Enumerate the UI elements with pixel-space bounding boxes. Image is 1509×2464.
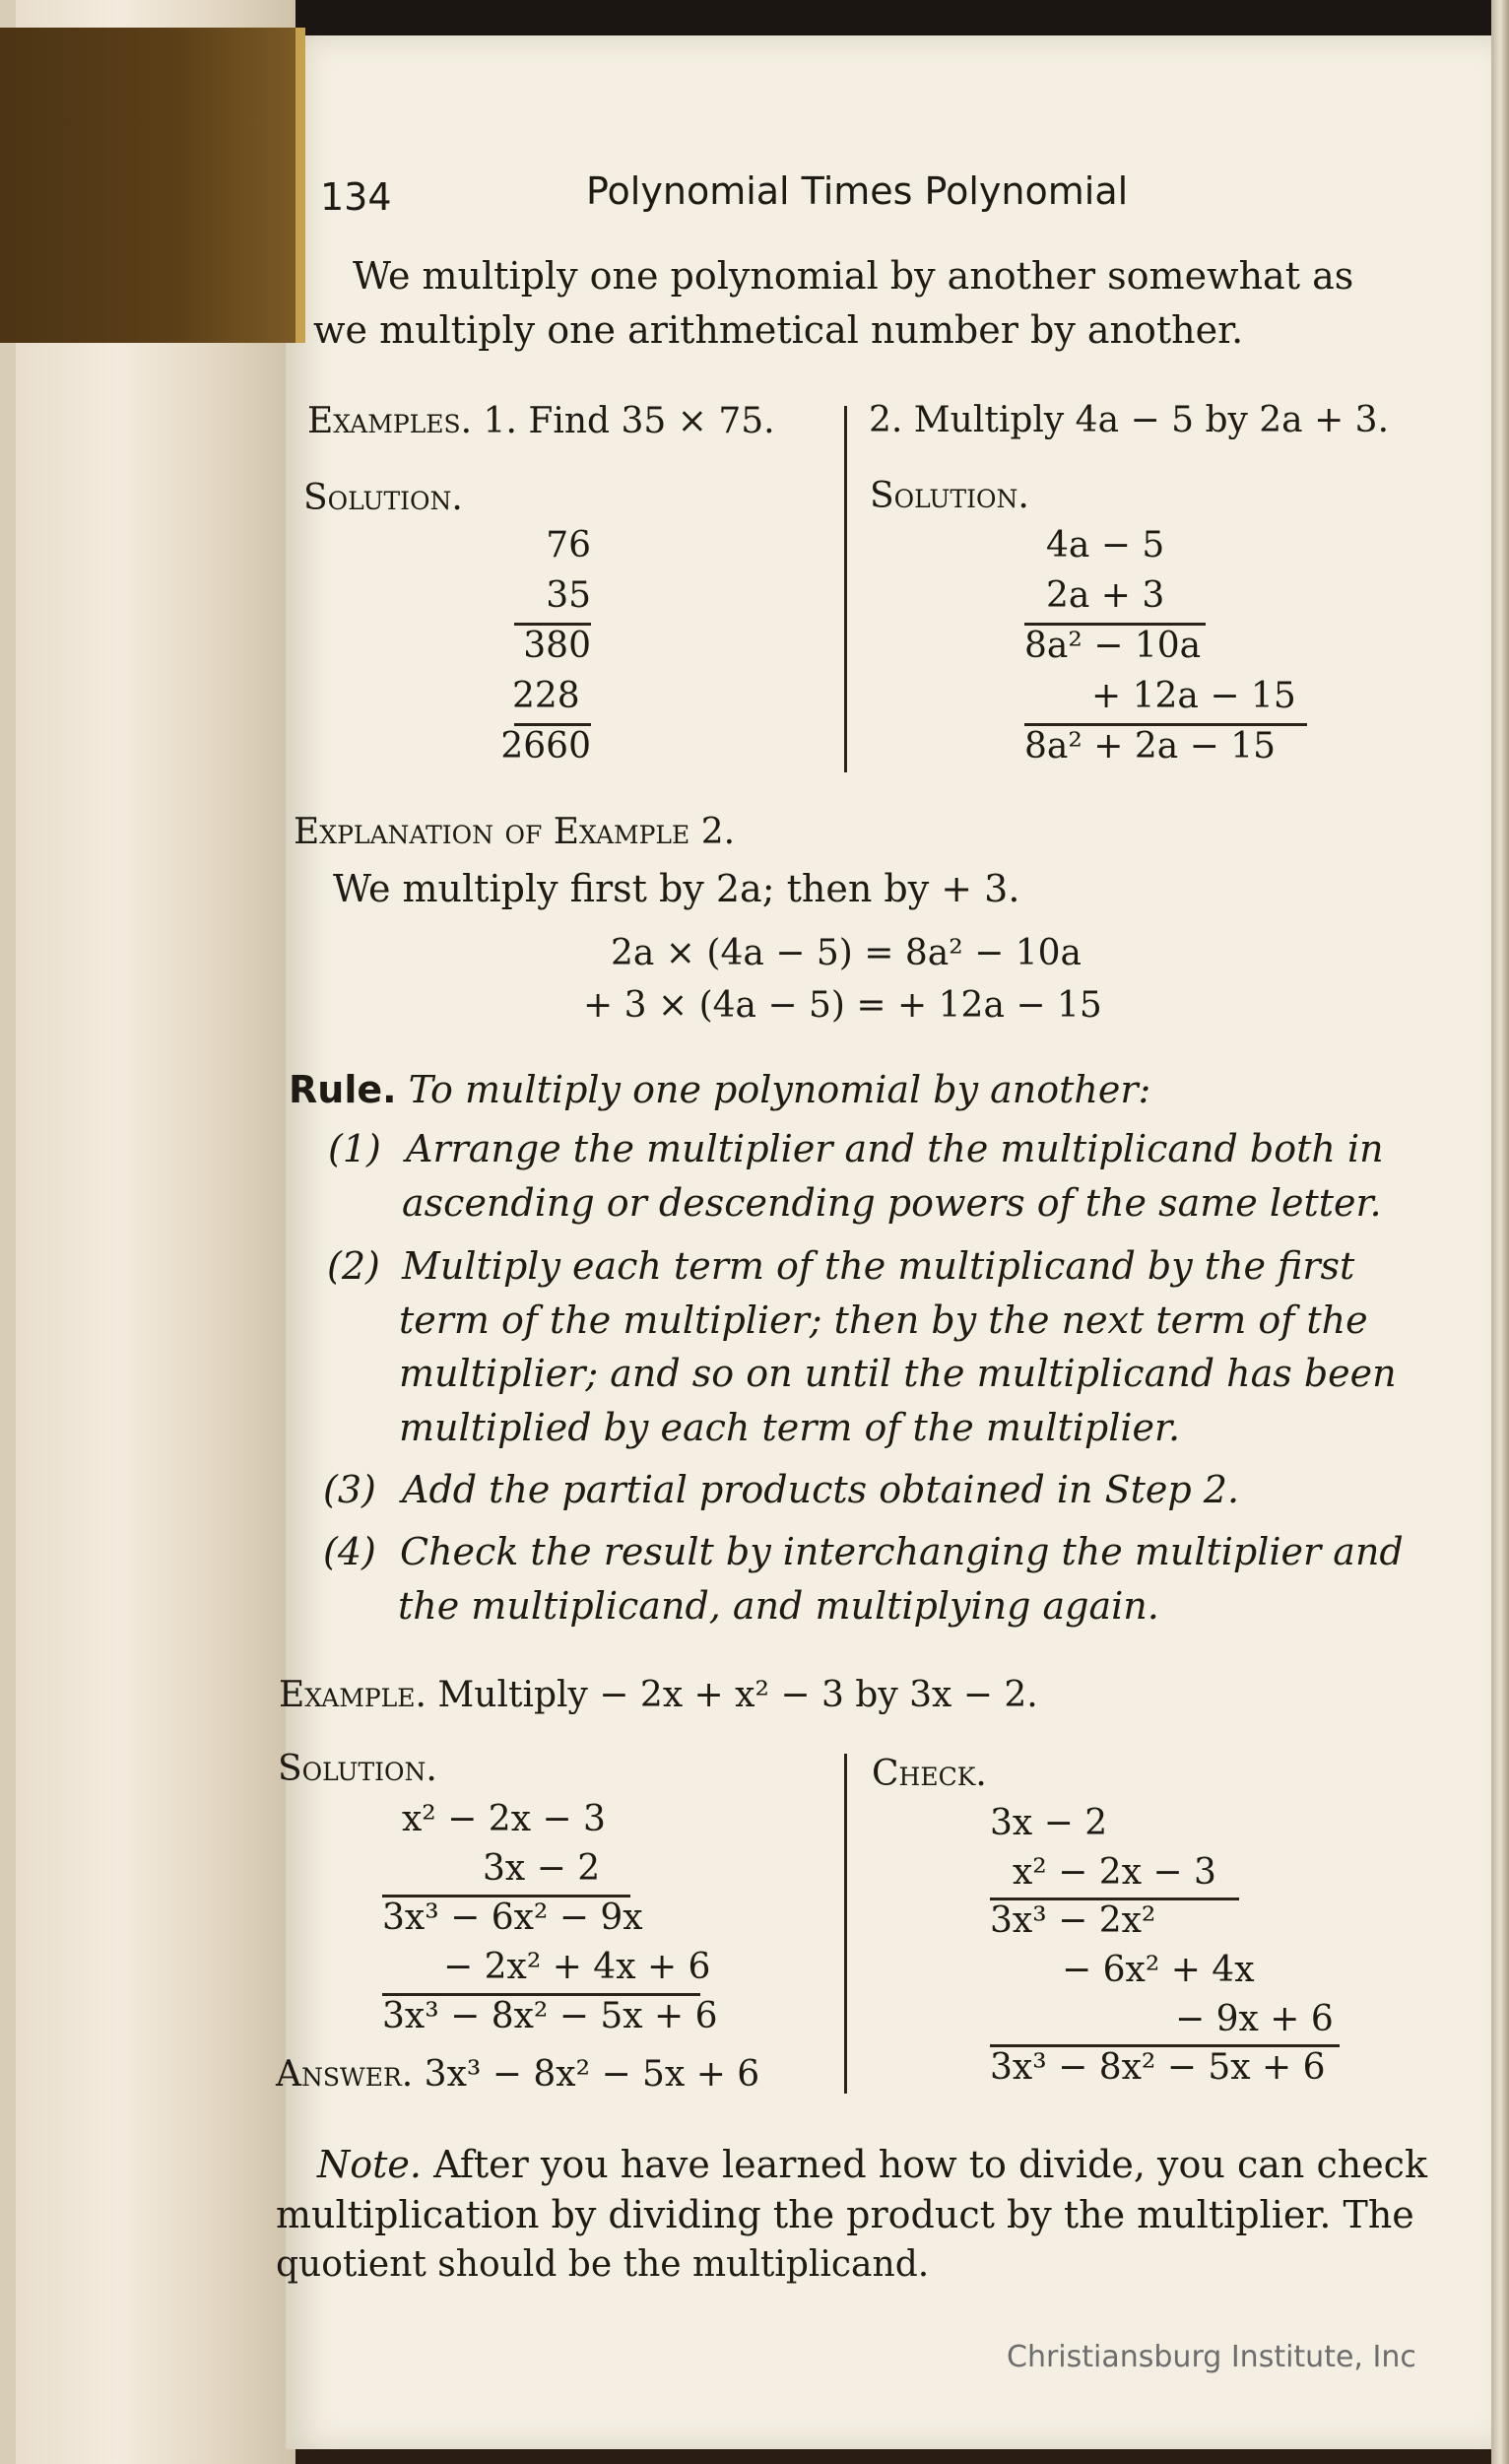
- rule-label: Rule.: [289, 1068, 397, 1111]
- example-label: Example.: [279, 1675, 426, 1715]
- ex1-line-2: 35: [546, 575, 591, 616]
- check-line-6: 3x³ − 8x² − 5x + 6: [990, 2047, 1326, 2088]
- ex2-line-2: 2a + 3: [1046, 575, 1165, 616]
- rule-item-2-line-2: term of the multiplier; then by the next term of the: [399, 1299, 1368, 1342]
- rule-item-1-line-2: ascending or descending powers of the same letter.: [402, 1181, 1382, 1225]
- check-line-4: − 6x² + 4x: [1062, 1950, 1255, 1990]
- ex2-line-5: 8a² + 2a − 15: [1024, 726, 1277, 766]
- ex1-line-4: 228: [512, 676, 580, 716]
- ex2-line-1: 4a − 5: [1046, 525, 1165, 566]
- example-3-heading: [279, 1675, 1038, 1715]
- note-line-1-text: After you have learned how to divide, you can check: [433, 2143, 1427, 2186]
- rule-item-1-number: (1): [328, 1127, 381, 1170]
- ex1-line-5: 2660: [500, 726, 591, 766]
- note-label: Note.: [317, 2143, 422, 2186]
- rule-item-4-line-2: the multiplicand, and multiplying again.: [398, 1584, 1159, 1628]
- examples-label: Examples.: [307, 401, 473, 441]
- example-3-solution-label: Solution.: [278, 1749, 437, 1789]
- bookmark: [0, 28, 305, 343]
- ex3-solution-line-4: − 2x² + 4x + 6: [443, 1947, 711, 1987]
- ex3-answer: [276, 2054, 759, 2095]
- explanation-eq-2: + 3 × (4a − 5) = + 12a − 15: [583, 985, 1102, 1026]
- example-1-text: 1. Find 35 × 75.: [483, 401, 775, 441]
- ex3-solution-line-1: x² − 2x − 3: [402, 1799, 606, 1839]
- ex3-solution-line-5: 3x³ − 8x² − 5x + 6: [382, 1996, 718, 2036]
- intro-line-2: we multiply one arithmetical number by another.: [313, 308, 1244, 352]
- solution-check-divider: [844, 1754, 847, 2094]
- example-3-text: Multiply − 2x + x² − 3 by 3x − 2.: [437, 1675, 1038, 1715]
- intro-line-1: We multiply one polynomial by another somewhat as: [353, 254, 1354, 298]
- rule-item-2-line-3: multiplier; and so on until the multiplicand has been: [399, 1352, 1397, 1395]
- ex3-solution-line-2: 3x − 2: [483, 1848, 601, 1889]
- page-number: 134: [320, 175, 392, 219]
- rule-item-4-number: (4): [323, 1530, 376, 1573]
- right-page-edges: [1491, 0, 1509, 2464]
- rule-item-2-number: (2): [327, 1244, 380, 1288]
- rule-item-3-line-1: Add the partial products obtained in Step 2.: [402, 1468, 1240, 1511]
- explanation-eq-1: 2a × (4a − 5) = 8a² − 10a: [611, 933, 1083, 973]
- answer-text: 3x³ − 8x² − 5x + 6: [424, 2054, 760, 2095]
- note-line-3: quotient should be the multiplicand.: [276, 2244, 930, 2285]
- check-line-2: x² − 2x − 3: [1013, 1852, 1216, 1893]
- example-2-text: 2. Multiply 4a − 5 by 2a + 3.: [869, 400, 1390, 440]
- example-2-solution-label: Solution.: [870, 476, 1029, 516]
- answer-label: Answer.: [276, 2054, 414, 2095]
- ex2-line-3: 8a² − 10a: [1024, 626, 1202, 666]
- ex1-line-1: 76: [546, 525, 591, 566]
- ex1-line-3: 380: [523, 626, 591, 666]
- rule-item-4-line-1: Check the result by interchanging the multiplier and: [400, 1530, 1404, 1573]
- note-line-2: multiplication by dividing the product by the multiplier. The: [276, 2193, 1414, 2236]
- example-divider: [844, 406, 847, 772]
- explanation-line: We multiply first by 2a; then by + 3.: [333, 867, 1020, 910]
- examples-heading: [307, 401, 775, 441]
- ex2-line-4: + 12a − 15: [1091, 676, 1296, 716]
- left-page-stack: [0, 0, 295, 2464]
- rule-intro-text: To multiply one polynomial by another:: [408, 1068, 1151, 1111]
- ex3-solution-line-3: 3x³ − 6x² − 9x: [382, 1898, 643, 1938]
- example-1-solution-label: Solution.: [303, 478, 463, 518]
- note-line-1: [317, 2143, 1427, 2186]
- rule-item-3-number: (3): [323, 1468, 376, 1511]
- check-line-3: 3x³ − 2x²: [990, 1900, 1156, 1941]
- explanation-heading: Explanation of Example 2.: [294, 812, 736, 852]
- check-line-5: − 9x + 6: [1175, 1999, 1334, 2039]
- running-head: Polynomial Times Polynomial: [586, 169, 1129, 213]
- rule-item-1-line-1: Arrange the multiplier and the multiplicand both in: [406, 1127, 1384, 1170]
- check-line-1: 3x − 2: [990, 1803, 1108, 1843]
- check-label: Check.: [872, 1754, 987, 1794]
- rule-item-2-line-4: multiplied by each term of the multiplier.: [399, 1406, 1181, 1449]
- watermark: Christiansburg Institute, Inc: [1007, 2340, 1416, 2374]
- rule-item-2-line-1: Multiply each term of the multiplicand by the first: [402, 1244, 1355, 1288]
- rule-intro: [289, 1068, 1150, 1111]
